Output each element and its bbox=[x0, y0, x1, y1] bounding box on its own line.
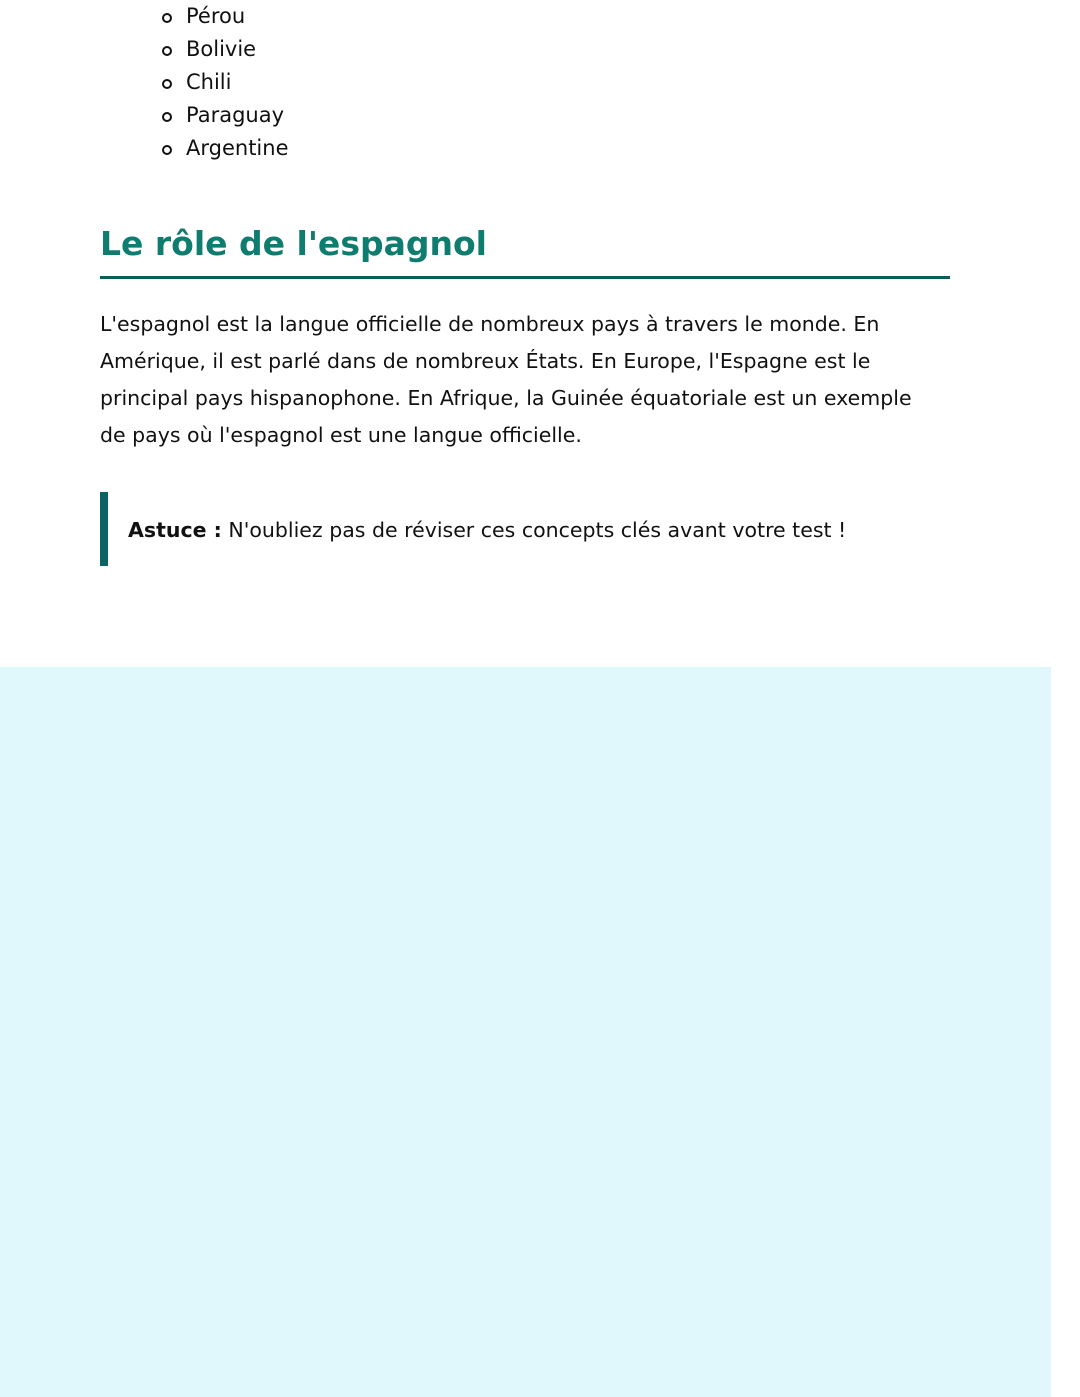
heading-underline bbox=[100, 276, 950, 279]
circle-bullet-icon bbox=[162, 79, 172, 89]
list-item bbox=[160, 0, 289, 33]
list-item bbox=[160, 132, 289, 165]
circle-bullet-icon bbox=[162, 13, 172, 23]
section-paragraph: L'espagnol est la langue officielle de nombreux pays à travers le monde. En Amérique, il est parlé dans de nombreux États. En Europe, l'Espagne est le principal pays hispanophone. En Afrique, la Guinée équatoriale est un exemple de pays où l'espagnol est une langue officielle. bbox=[100, 312, 912, 447]
circle-bullet-icon bbox=[162, 145, 172, 155]
bottom-panel bbox=[0, 667, 1051, 1397]
list-item-label: Argentine bbox=[186, 136, 289, 160]
list-item bbox=[160, 66, 289, 99]
tip-text bbox=[128, 512, 846, 548]
country-sublist bbox=[160, 0, 289, 165]
tip-message: N'oubliez pas de réviser ces concepts clés avant votre test ! bbox=[228, 518, 847, 542]
tip-callout bbox=[100, 492, 950, 566]
list-item-label: Bolivie bbox=[186, 37, 257, 61]
tip-label: Astuce : bbox=[128, 518, 222, 542]
tip-accent-bar bbox=[100, 492, 108, 566]
circle-bullet-icon bbox=[162, 46, 172, 56]
section-heading: Le rôle de l'espagnol bbox=[100, 224, 487, 263]
list-item-label: Pérou bbox=[186, 4, 246, 28]
list-item-label: Paraguay bbox=[186, 103, 285, 127]
circle-bullet-icon bbox=[162, 112, 172, 122]
list-item-label: Chili bbox=[186, 70, 232, 94]
list-item bbox=[160, 33, 289, 66]
list-item bbox=[160, 99, 289, 132]
page-content bbox=[0, 0, 1080, 667]
